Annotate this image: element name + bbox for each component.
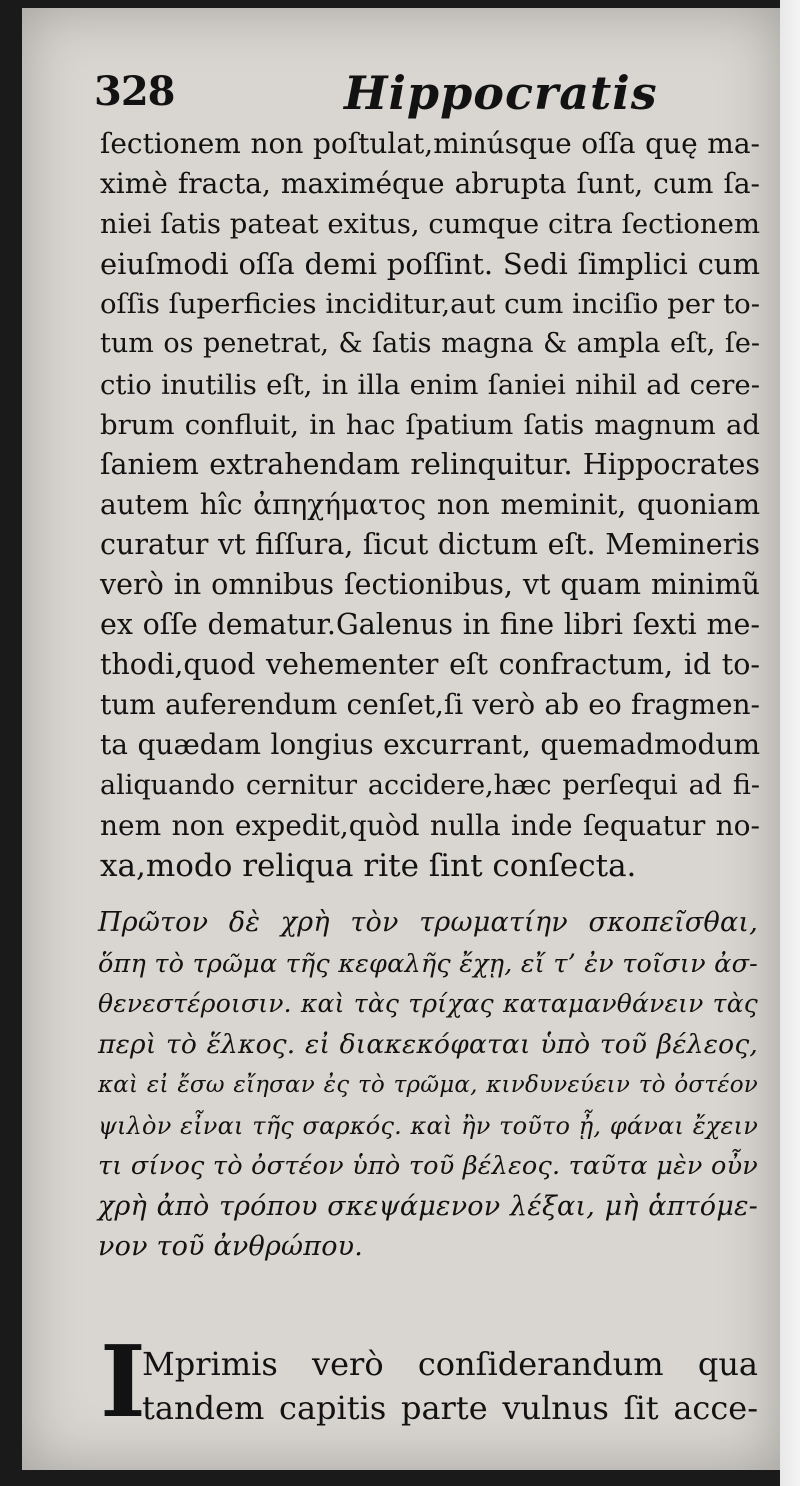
new-section-paragraph — [98, 1325, 758, 1440]
final-paragraph-lines — [142, 1342, 758, 1430]
greek-text-line: ὅπη τὸ τρῶμα τῆς κεφαλῆς ἔχῃ, εἴ τ’ ἐν τοῖσιν ἀσ- — [98, 948, 758, 979]
text-line: aliquando cernitur accidere,hæc perſequi ad fi- — [100, 769, 760, 801]
book-page — [22, 8, 780, 1470]
text-line: ximè fracta, maximéque abrupta ſunt, cum ſa- — [100, 167, 760, 201]
text-line: Mprimis verò conſiderandum qua — [142, 1345, 758, 1383]
text-line: autem hîc ἀπηχήματος non meminit, quoniam — [100, 487, 760, 521]
text-line: verò in omnibus ſectionibus, vt quam minimũ — [100, 568, 760, 602]
text-line: thodi,quod vehementer eſt confractum, id to- — [100, 648, 760, 682]
greek-text-line: Πρῶτον δὲ χρὴ τὸν τρωματίην σκοπεῖσθαι, — [98, 907, 758, 938]
text-line: eiuſmodi oſſa demi poſſint. Sedi ſimplici cum — [100, 247, 760, 282]
text-line: brum confluit, in hac ſpatium ſatis magnum ad — [100, 408, 760, 441]
greek-text-line: νον τοῦ ἀνθρώπου. — [98, 1231, 364, 1262]
greek-quotation-paragraph — [98, 903, 758, 1268]
text-line: tum os penetrat, & ſatis magna & ampla eſt, ſe- — [100, 328, 760, 360]
running-title: Hippocratis — [344, 66, 658, 120]
latin-commentary-paragraph — [100, 124, 760, 886]
text-line: xa,modo reliqua rite ſint conſecta. — [100, 847, 637, 884]
greek-text-line: καὶ εἰ ἔσω εἴησαν ἐς τὸ τρῶμα, κινδυνεύειν τὸ ὀστέον — [98, 1072, 758, 1098]
text-line: niei ſatis pateat exitus, cumque citra ſectionem — [100, 208, 760, 241]
text-line: ta quædam longius excurrant, quemadmodum — [100, 728, 760, 762]
text-line: ſectionem non poſtulat,minúsque oſſa quę ma- — [100, 127, 760, 160]
greek-text-line: θενεστέροισιν. καὶ τὰς τρίχας καταμανθάνειν τὰς — [98, 989, 758, 1018]
greek-text-line: περὶ τὸ ἕλκος. εἰ διακεκόφαται ὑπὸ τοῦ βέλεος, — [98, 1028, 758, 1060]
drop-cap: I — [100, 1325, 146, 1440]
page-number: 328 — [94, 68, 175, 115]
greek-text-line: τι σίνος τὸ ὀστέον ὑπὸ τοῦ βέλεος. ταῦτα μὲν οὖν — [98, 1151, 758, 1181]
text-line: ex oſſe dematur.Galenus in fine libri ſexti me- — [100, 608, 760, 642]
text-line: nem non expedit,quòd nulla inde ſequatur no- — [100, 808, 760, 842]
text-line: ctio inutilis eſt, in illa enim ſaniei nihil ad cere- — [100, 368, 760, 401]
page-edge — [780, 0, 800, 1486]
text-line: ſaniem extrahendam relinquitur. Hippocrates — [100, 447, 760, 481]
page-header — [94, 66, 704, 122]
text-line: tandem capitis parte vulnus ſit acce- — [142, 1389, 758, 1427]
text-line: curatur vt fiſſura, ſicut dictum eſt. Memineris — [100, 527, 760, 561]
text-line: oſſis ſuperficies inciditur,aut cum inciſio per to- — [100, 288, 760, 321]
greek-text-line: χρὴ ἀπὸ τρόπου σκεψάμενον λέξαι, μὴ ἁπτόμε- — [98, 1190, 758, 1222]
text-line: tum auferendum cenſet,ſi verò ab eo fragmen- — [100, 688, 760, 722]
greek-text-line: ψιλὸν εἶναι τῆς σαρκός. καὶ ἢν τοῦτο ᾖ, φάναι ἔχειν — [98, 1111, 758, 1140]
